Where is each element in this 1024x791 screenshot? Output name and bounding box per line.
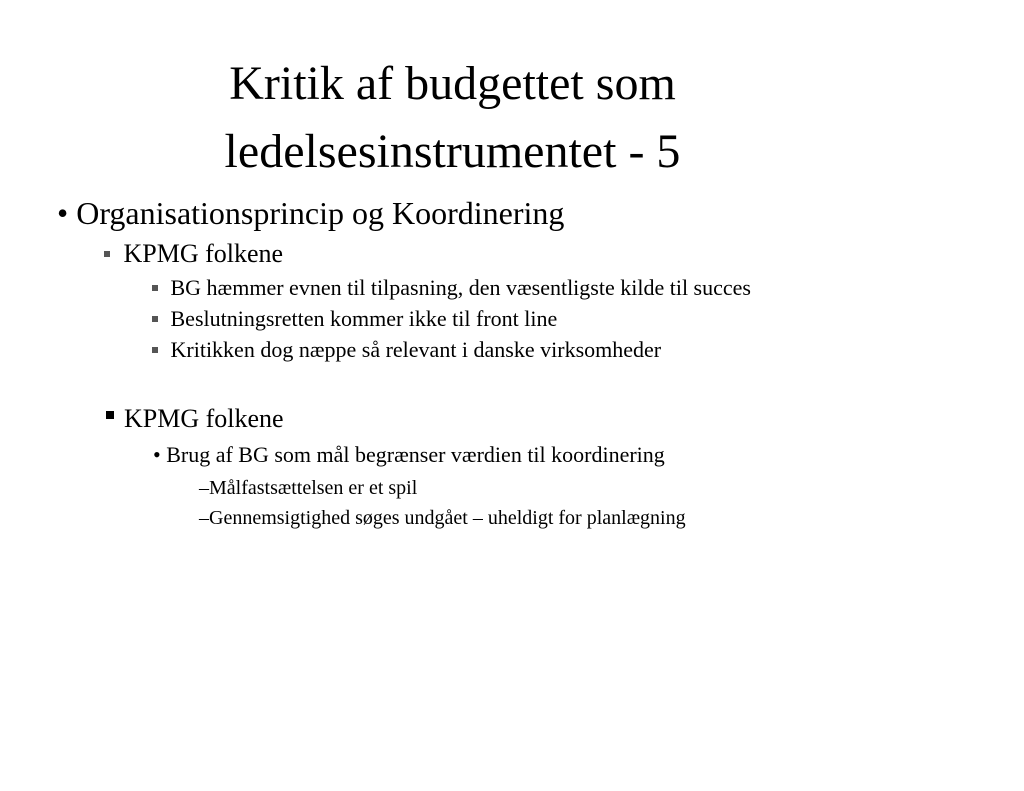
dash-icon: – [199, 477, 209, 499]
square-bullet-icon [106, 411, 114, 419]
heading-text: Organisationsprincip og Koordinering [76, 195, 565, 231]
group2-label: KPMG folkene [124, 404, 284, 433]
square-bullet-icon [152, 347, 158, 353]
slide-title-line-1: Kritik af budgettet som [229, 57, 676, 110]
group1-point-2: Beslutningsretten kommer ikke til front line [152, 308, 557, 330]
group1-label: KPMG folkene [123, 239, 284, 268]
square-bullet-icon [152, 285, 158, 291]
bullet-icon: • [57, 195, 69, 231]
group2-subpoint-1: –Målfastsættelsen er et spil [199, 477, 418, 499]
group2-item [106, 406, 284, 432]
group2-point: • Brug af BG som mål begrænser værdien til koordinering [153, 442, 665, 467]
group1-point-3: Kritikken dog næppe så relevant i danske virksomheder [152, 339, 661, 361]
group1-item [104, 241, 283, 267]
square-bullet-icon [104, 251, 110, 257]
group1-point-1: BG hæmmer evnen til tilpasning, den væsentligste kilde til succes [152, 277, 751, 299]
bullet-icon: • [153, 442, 161, 467]
group2-subpoint-2: –Gennemsigtighed søges undgået – uheldigt for planlægning [199, 507, 686, 529]
dash-icon: – [199, 507, 209, 529]
slide-title-line-2: ledelsesinstrumentet - 5 [224, 125, 681, 178]
bullet-heading [57, 197, 564, 229]
square-bullet-icon [152, 316, 158, 322]
